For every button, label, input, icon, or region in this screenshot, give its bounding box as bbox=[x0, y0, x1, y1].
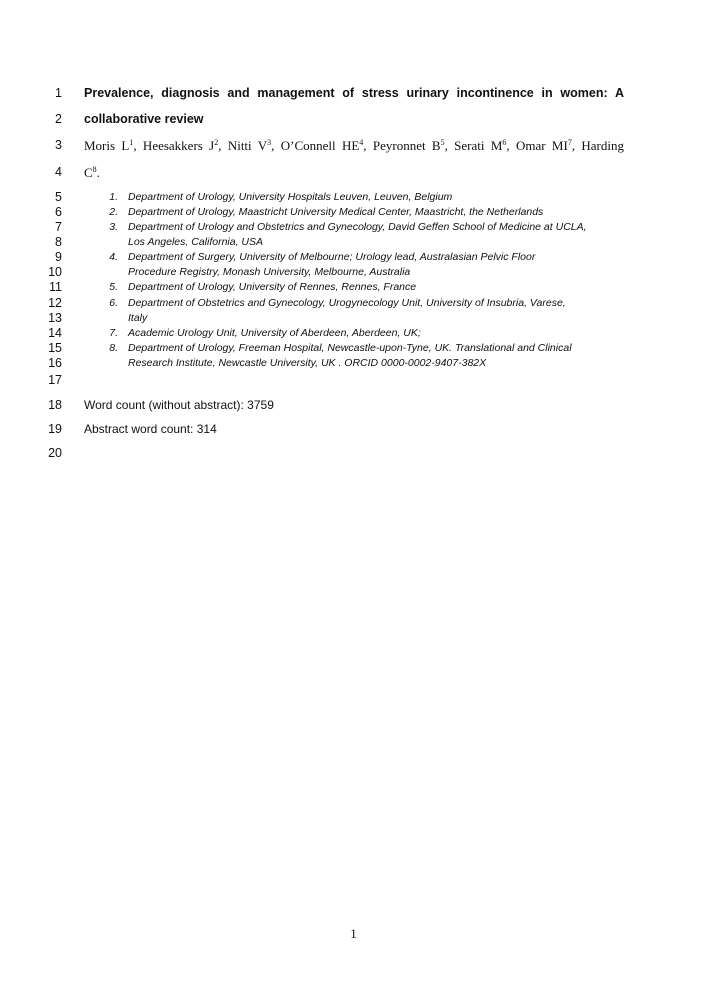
affiliation-text: Academic Urology Unit, University of Aberdeen, Aberdeen, UK; bbox=[128, 327, 421, 339]
line-number: 12 bbox=[48, 296, 62, 310]
line-number: 1 bbox=[55, 86, 62, 100]
affiliation-marker: 6 bbox=[502, 138, 507, 147]
affiliation-marker: 2 bbox=[214, 138, 219, 147]
affiliation-number: 3. bbox=[109, 221, 118, 233]
author-name: C bbox=[84, 165, 93, 180]
author-name: , Harding bbox=[571, 138, 624, 153]
affiliation-marker: 4 bbox=[359, 138, 364, 147]
affiliation-text: Research Institute, Newcastle University, UK . ORCID 0000-0002-9407-382X bbox=[128, 357, 487, 369]
paper-title-line-1: Prevalence, diagnosis and management of stress urinary incontinence in women: A bbox=[84, 86, 624, 100]
line-number: 6 bbox=[55, 205, 62, 219]
affiliation-number: 6. bbox=[109, 297, 118, 309]
affiliation-text: Department of Obstetrics and Gynecology, Urogynecology Unit, University of Insubria, Varese, bbox=[128, 297, 566, 309]
affiliation-marker: 5 bbox=[440, 138, 445, 147]
affiliation-text: Department of Urology, University of Rennes, Rennes, France bbox=[128, 281, 417, 293]
affiliation-number: 8. bbox=[109, 342, 118, 354]
affiliation-text: Department of Urology, Freeman Hospital, Newcastle-upon-Tyne, UK. Translational and Clinical bbox=[128, 342, 572, 354]
line-number: 3 bbox=[55, 138, 62, 152]
affiliation-text: Department of Urology, Maastricht University Medical Center, Maastricht, the Netherlands bbox=[128, 206, 544, 218]
line-number: 20 bbox=[48, 446, 62, 460]
line-number: 10 bbox=[48, 265, 62, 279]
line-number: 19 bbox=[48, 422, 62, 436]
line-number: 15 bbox=[48, 341, 62, 355]
line-number: 18 bbox=[48, 398, 62, 412]
line-number: 11 bbox=[49, 280, 62, 294]
author-list bbox=[84, 138, 624, 153]
line-number: 4 bbox=[55, 165, 62, 179]
affiliation-number: 1. bbox=[109, 191, 118, 203]
line-number: 17 bbox=[48, 373, 62, 387]
affiliation-number: 2. bbox=[109, 206, 118, 218]
author-name: , Heesakkers J bbox=[133, 138, 215, 153]
affiliation-marker: 1 bbox=[129, 138, 134, 147]
line-number: 7 bbox=[55, 220, 62, 234]
affiliation-marker: 3 bbox=[267, 138, 272, 147]
affiliation-number: 5. bbox=[109, 281, 118, 293]
affiliation-marker: 8 bbox=[92, 165, 97, 174]
author-name: , O’Connell HE bbox=[271, 138, 360, 153]
line-number: 13 bbox=[48, 311, 62, 325]
affiliation-text: Los Angeles, California, USA bbox=[128, 236, 264, 248]
affiliation-number: 4. bbox=[109, 251, 118, 263]
affiliation-number: 7. bbox=[109, 327, 118, 339]
line-number: 14 bbox=[48, 326, 62, 340]
affiliation-marker: 7 bbox=[567, 138, 572, 147]
author-name: , Nitti V bbox=[218, 138, 268, 153]
word-count: Word count (without abstract): 3759 bbox=[84, 398, 274, 412]
affiliation-text: Department of Urology, University Hospitals Leuven, Leuven, Belgium bbox=[128, 191, 453, 203]
author-list-end: . bbox=[96, 165, 100, 180]
abstract-word-count: Abstract word count: 314 bbox=[84, 422, 217, 436]
affiliation-text: Procedure Registry, Monash University, Melbourne, Australia bbox=[128, 266, 411, 278]
affiliation-text: Department of Urology and Obstetrics and Gynecology, David Geffen School of Medicine at UCLA, bbox=[128, 221, 587, 233]
line-number: 2 bbox=[55, 112, 62, 126]
line-number: 5 bbox=[55, 190, 62, 204]
line-number: 16 bbox=[48, 356, 62, 370]
author-name: , Omar MI bbox=[506, 138, 568, 153]
author-name: , Peyronnet B bbox=[363, 138, 441, 153]
line-number: 9 bbox=[55, 250, 62, 264]
author-list-continued bbox=[84, 165, 100, 180]
page-number: 1 bbox=[350, 926, 357, 941]
affiliation-text: Department of Surgery, University of Melbourne; Urology lead, Australasian Pelvic Floor bbox=[128, 251, 536, 263]
affiliation-text: Italy bbox=[128, 312, 148, 324]
author-name: , Serati M bbox=[444, 138, 503, 153]
author-name: Moris L bbox=[84, 138, 130, 153]
line-number: 8 bbox=[55, 235, 62, 249]
paper-title-line-2: collaborative review bbox=[84, 112, 204, 126]
